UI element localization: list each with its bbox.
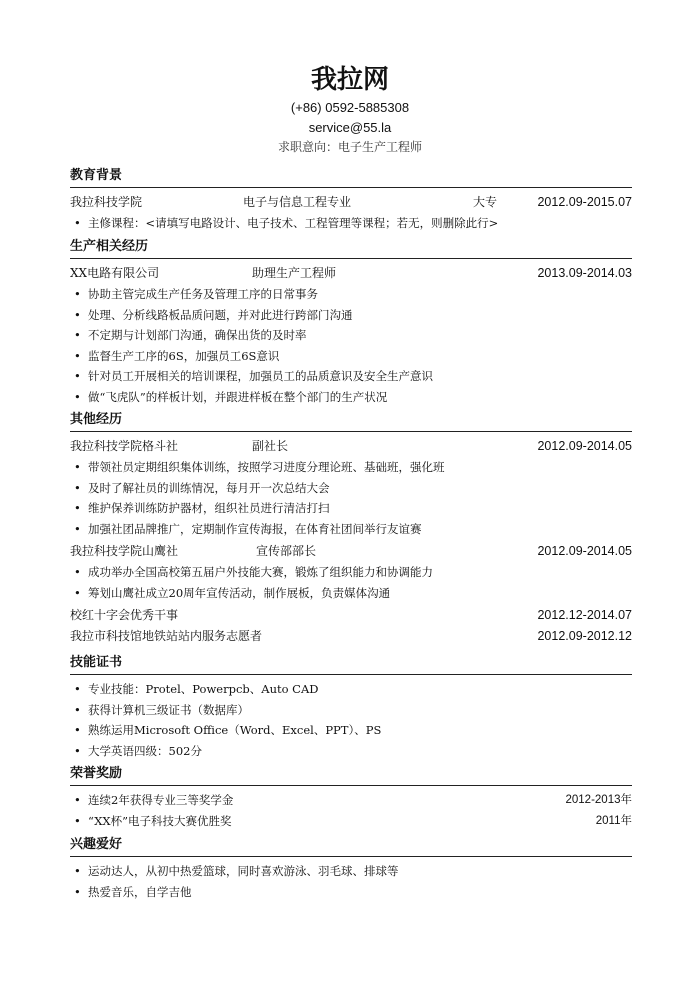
list-item: • 专业技能：Protel、Powerpcb、Auto CAD [70, 679, 632, 700]
experience-date: 2013.09-2014.03 [537, 266, 632, 280]
experience-row [70, 541, 632, 562]
production-bullets [70, 284, 632, 407]
honor-text: “XX杯”电子科技大赛优胜奖 [88, 813, 232, 828]
honors-bullets [70, 790, 632, 831]
section-title: 其他经历 [70, 412, 123, 427]
production-section [70, 236, 632, 407]
list-item: • 主修课程：<请填写电路设计、电子技术、工程管理等课程；若无，则删除此行> [70, 213, 632, 234]
list-item: • 处理、分析线路板品质问题，并对此进行跨部门沟通 [70, 305, 632, 326]
organization-name: 我拉科技学院格斗社 [70, 439, 179, 453]
phone-number: (+86) 0592-5885308 [290, 100, 410, 115]
major-name: 电子与信息工程专业 [243, 195, 352, 209]
section-divider [70, 856, 632, 857]
list-item: • 加强社团品牌推广，定期制作宣传海报，在体育社团间举行友谊赛 [70, 519, 632, 540]
organization-name: 我拉科技学院山鹰社 [70, 544, 179, 558]
section-title: 兴趣爱好 [70, 837, 123, 852]
experience-title: 我拉市科技馆地铁站站内服务志愿者 [70, 629, 263, 643]
candidate-name: 我拉网 [310, 65, 389, 95]
section-title: 生产相关经历 [70, 239, 149, 254]
list-item [70, 790, 632, 811]
list-item [70, 811, 632, 832]
section-divider [70, 431, 632, 432]
list-item: • 及时了解社员的训练情况，每月开一次总结大会 [70, 478, 632, 499]
list-item: • 熟练运用Microsoft Office（Word、Excel、PPT）、PS [70, 720, 632, 741]
club-bullets [70, 562, 632, 603]
section-divider [70, 187, 632, 188]
education-bullets [70, 213, 632, 234]
degree: 大专 [473, 195, 498, 209]
hobbies-section [70, 834, 632, 902]
company-name: XX电路有限公司 [70, 266, 160, 280]
job-role: 助理生产工程师 [252, 266, 337, 280]
section-divider [70, 674, 632, 675]
honors-section [70, 763, 632, 831]
experience-date: 2012.09-2014.05 [537, 544, 632, 558]
list-item: • 热爱音乐，自学吉他 [70, 882, 632, 903]
list-item: • 针对员工开展相关的培训课程，加强员工的品质意识及安全生产意识 [70, 366, 632, 387]
experience-date: 2012.09-2014.05 [537, 439, 632, 453]
experience-row [70, 626, 632, 647]
education-date: 2012.09-2015.07 [537, 195, 632, 209]
list-item: • 带领社员定期组织集体训练，按照学习进度分理论班、基础班，强化班 [70, 457, 632, 478]
honor-text: 连续2年获得专业三等奖学金 [88, 793, 234, 807]
resume-header [0, 62, 700, 156]
experience-date: 2012.09-2012.12 [537, 629, 632, 643]
list-item: • 成功举办全国高校第五届户外技能大赛，锻炼了组织能力和协调能力 [70, 562, 632, 583]
section-title: 技能证书 [70, 655, 123, 670]
experience-date: 2012.12-2014.07 [537, 608, 632, 622]
email-address: service@55.la [308, 120, 392, 135]
honor-year: 2012-2013年 [565, 794, 632, 806]
club-bullets [70, 457, 632, 539]
list-item: • 协助主管完成生产任务及管理工序的日常事务 [70, 284, 632, 305]
school-name: 我拉科技学院 [70, 195, 143, 209]
list-item: • 大学英语四级：502分 [70, 741, 632, 762]
other-experience-section [70, 409, 632, 647]
section-divider [70, 258, 632, 259]
experience-title: 校红十字会优秀干事 [70, 608, 179, 622]
list-item: • 运动达人，从初中热爱篮球，同时喜欢游泳、羽毛球、排球等 [70, 861, 632, 882]
list-item: • 监督生产工序的6S，加强员工6S意识 [70, 346, 632, 367]
experience-row [70, 263, 632, 284]
hobbies-bullets [70, 861, 632, 902]
list-item: • 获得计算机三级证书（数据库） [70, 700, 632, 721]
skills-section [70, 652, 632, 761]
education-row [70, 192, 632, 213]
honor-year: 2011年 [595, 814, 632, 827]
objective-value: 电子生产工程师 [338, 140, 423, 154]
skills-bullets [70, 679, 632, 761]
list-item: • 维护保养训练防护器材，组织社员进行清洁打扫 [70, 498, 632, 519]
section-title: 荣誉奖励 [70, 766, 123, 781]
list-item: • 做“飞虎队”的样板计划，并跟进样板在整个部门的生产状况 [70, 387, 632, 408]
objective-label: 求职意向 [277, 140, 326, 154]
section-title: 教育背景 [70, 168, 123, 183]
job-objective: 求职意向：电子生产工程师 [277, 140, 423, 154]
section-divider [70, 785, 632, 786]
experience-row [70, 436, 632, 457]
org-role: 宣传部部长 [256, 544, 317, 558]
experience-row [70, 605, 632, 626]
education-section [70, 165, 632, 234]
list-item: • 筹划山鹰社成立20周年宣传活动，制作展板，负责媒体沟通 [70, 583, 632, 604]
list-item: • 不定期与计划部门沟通，确保出货的及时率 [70, 325, 632, 346]
org-role: 副社长 [252, 439, 289, 453]
